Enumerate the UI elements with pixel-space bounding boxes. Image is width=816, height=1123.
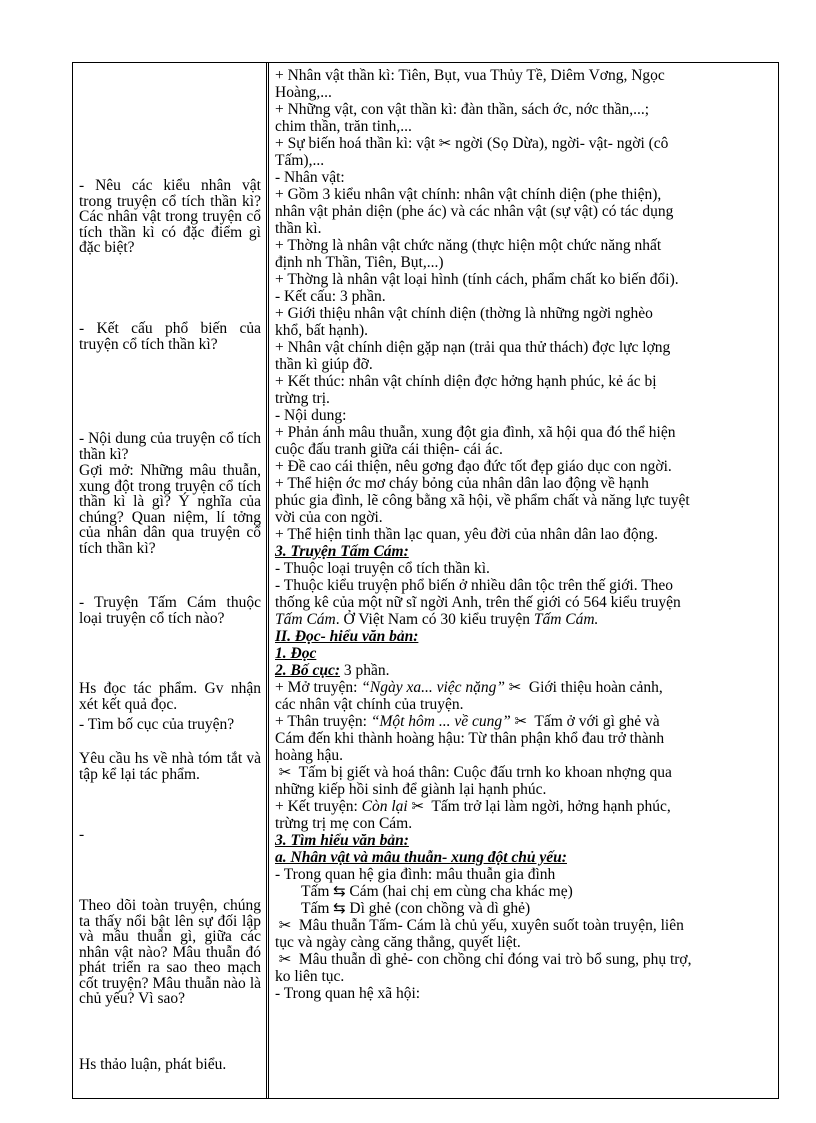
text-line: khổ, bất hạnh).: [275, 322, 368, 339]
text-span: Mâu thuẫn dì ghẻ- con chồng chỉ đóng vai trò bổ sung, phụ trợ,: [295, 951, 692, 968]
text-span: Tấm: [301, 900, 330, 917]
section-heading: a. Nhân vật và mâu thuẫn- xung đột chủ yếu:: [275, 849, 567, 866]
text-line: phúc gia đình, lẽ công bằng xã hội, về phẩm chất và năng lực tuyệt: [275, 492, 690, 509]
text-line: nhân vật phản diện (phe ác) và các nhân vật (sự vật) có tác dụng: [275, 203, 674, 220]
text-line: + Nhân vật thần kì: Tiên, Bụt, vua Thủy Tề, Diêm Vơng, Ngọc: [275, 67, 665, 84]
text-line: thần kì giúp đỡ.: [275, 356, 373, 373]
text-line: chim thần, trăn tinh,...: [275, 118, 412, 135]
reading-activity: Hs đọc tác phẩm. Gv nhận xét kết quả đọc.: [79, 680, 261, 713]
text-line: + Nhân vật chính diện gặp nạn (trải qua thử thách) đợc lực lợng: [275, 339, 671, 356]
text-span: + Sự biến hoá thần kì: vật: [275, 135, 436, 152]
scissors-icon: ✂: [278, 763, 292, 781]
scissors-icon: ✂: [508, 678, 522, 696]
text-line: [275, 135, 775, 152]
text-line: ko liên tục.: [275, 968, 345, 985]
section-heading: 1. Đọc: [275, 645, 317, 662]
text-line: - Trong quan hệ gia đình: mâu thuẫn gia đình: [275, 866, 556, 883]
text-line: vời của con ngời.: [275, 509, 383, 526]
scissors-icon: ✂: [278, 950, 292, 968]
student-discussion: Hs thảo luận, phát biểu.: [79, 1056, 227, 1073]
text-line: [275, 662, 775, 679]
text-span: Còn lại: [361, 798, 408, 815]
column-divider: [266, 63, 269, 1098]
text-span: . Ở Việt Nam có 30 kiểu truyện: [335, 611, 534, 628]
scissors-icon: ✂: [438, 134, 452, 152]
text-line: [275, 883, 775, 900]
text-span: + Kết truyện:: [275, 798, 362, 815]
question-content: - Nội dung của truyện cổ tích thần kì?: [79, 430, 261, 463]
question-structure: - Kết cấu phổ biến của truyện cổ tích thần kì?: [79, 320, 261, 353]
text-line: Hoàng,...: [275, 84, 332, 101]
question-tam-cam-type: - Truyện Tấm Cám thuộc loại truyện cổ tích nào?: [79, 594, 261, 627]
text-line: + Thờng là nhân vật chức năng (thực hiện một chức năng nhất: [275, 237, 662, 254]
text-line: - Thuộc loại truyện cổ tích thần kì.: [275, 560, 490, 577]
text-line: Tấm),...: [275, 152, 325, 169]
text-span: Tấm bị giết và hoá thân: Cuộc đấu trnh ko khoan nhợng qua: [295, 764, 672, 781]
text-line: [275, 917, 775, 934]
conflict-arrows-icon: ⇆: [333, 882, 346, 900]
suggestion-conflicts: Gợi mở: Những mâu thuẫn, xung đột trong truyện cổ tích thần kì là gì? Ý nghĩa của chúng? Quan niệm, lí tởng của nhân dân qua truyện cổ tích thần kì?: [79, 462, 261, 557]
question-character-types: - Nêu các kiểu nhân vật trong truyện cổ tích thần kì? Các nhân vật trong truyện cổ tích thần kì có đặc điểm gì đặc biệt?: [79, 177, 261, 256]
text-line: + Phản ánh mâu thuẫn, xung đột gia đình, xã hội qua đó thể hiện: [275, 424, 676, 441]
question-main-conflict: Theo dõi toàn truyện, chúng ta thấy nổi bật lên sự đối lập và mâu thuẫn gì, giữa các nhân vật nào? Mâu thuẫn đó phát triển ra sao theo mạch cốt truyện? Mâu thuẫn nào là chủ yếu? Vì sao?: [79, 897, 261, 1007]
section-heading: 3. Truyện Tấm Cám:: [275, 543, 409, 560]
text-line: hoàng hậu.: [275, 747, 344, 764]
text-line: - Kết cấu: 3 phần.: [275, 288, 386, 305]
text-span: “Một hôm ... về cung”: [370, 713, 511, 730]
text-line: tục và ngày càng căng thẳng, quyết liệt.: [275, 934, 521, 951]
scissors-icon: ✂: [514, 712, 528, 730]
text-line: những kiếp hồi sinh để giành lại hạnh phúc.: [275, 781, 547, 798]
text-line: định nh Thần, Tiên, Bụt,...): [275, 254, 444, 271]
text-line: + Thể hiện tinh thần lạc quan, yêu đời của nhân dân lao động.: [275, 526, 658, 543]
text-span: ngời (Sọ Dừa), ngời- vật- ngời (cô: [455, 135, 669, 152]
text-line: [275, 900, 775, 917]
text-line: [275, 679, 775, 696]
text-line: thống kê của một nữ sĩ ngời Anh, trên thế giới có 564 kiểu truyện: [275, 594, 681, 611]
text-line: - Trong quan hệ xã hội:: [275, 985, 421, 1002]
scissors-icon: ✂: [411, 797, 425, 815]
text-span: Tấm Cám.: [533, 611, 599, 628]
section-heading: II. Đọc- hiểu văn bản:: [275, 628, 419, 645]
text-line: + Kết thúc: nhân vật chính diện đợc hởng hạnh phúc, kẻ ác bị: [275, 373, 657, 390]
text-line: + Gồm 3 kiểu nhân vật chính: nhân vật chính diện (phe thiện),: [275, 186, 662, 203]
text-line: - Thuộc kiểu truyện phổ biến ở nhiều dân tộc trên thế giới. Theo: [275, 577, 674, 594]
text-span: Tấm: [301, 883, 330, 900]
text-span: Tấm trở lại làm ngời, hởng hạnh phúc,: [427, 798, 671, 815]
text-line: [275, 951, 775, 968]
text-line: trừng trị mẹ con Cám.: [275, 815, 413, 832]
text-span: + Mở truyện:: [275, 679, 362, 696]
scissors-icon: ✂: [278, 916, 292, 934]
content-column: [275, 67, 775, 1002]
text-span: + Thân truyện:: [275, 713, 371, 730]
text-span: “Ngày xa... việc nặng”: [361, 679, 506, 696]
text-span: Dì ghẻ (con chồng và dì ghẻ): [349, 900, 531, 917]
text-line: - Nhân vật:: [275, 169, 345, 186]
text-line: + Giới thiệu nhân vật chính diện (thờng là những ngời nghèo: [275, 305, 653, 322]
homework: Yêu cầu hs về nhà tóm tắt và tập kể lại tác phẩm.: [79, 750, 261, 783]
text-line: thần kì.: [275, 220, 322, 237]
text-span: Giới thiệu hoàn cảnh,: [525, 679, 663, 696]
lesson-table: [72, 62, 779, 1099]
text-span: 2. Bố cục:: [275, 662, 341, 679]
text-line: [275, 611, 775, 628]
text-line: cuộc đấu tranh giữa cái thiện- cái ác.: [275, 441, 503, 458]
text-line: + Thể hiện ớc mơ cháy bỏng của nhân dân lao động về hạnh: [275, 475, 649, 492]
text-span: 3 phần.: [340, 662, 390, 679]
text-line: các nhân vật chính của truyện.: [275, 696, 464, 713]
text-span: Tấm Cám: [275, 611, 336, 628]
text-span: Tấm ở với gì ghẻ và: [530, 713, 660, 730]
question-layout: - Tìm bố cục của truyện?: [79, 716, 235, 733]
text-line: [275, 764, 775, 781]
text-line: [275, 798, 775, 815]
text-line: + Những vật, con vật thần kì: đàn thần, sách ớc, nớc thần,...;: [275, 101, 650, 118]
section-heading: 3. Tìm hiểu văn bản:: [275, 832, 409, 849]
text-line: [275, 713, 775, 730]
text-line: + Đề cao cái thiện, nêu gơng đạo đức tốt đẹp giáo dục con ngời.: [275, 458, 672, 475]
text-line: trừng trị.: [275, 390, 330, 407]
text-span: Mâu thuẫn Tấm- Cám là chủ yếu, xuyên suốt toàn truyện, liên: [295, 917, 684, 934]
text-line: - Nội dung:: [275, 407, 347, 424]
text-line: + Thờng là nhân vật loại hình (tính cách, phẩm chất ko biến đổi).: [275, 271, 679, 288]
conflict-arrows-icon: ⇆: [333, 899, 346, 917]
text-line: Cám đến khi thành hoàng hậu: Từ thân phận khổ đau trở thành: [275, 730, 665, 747]
dash-item: -: [79, 826, 85, 843]
text-span: Cám (hai chị em cùng cha khác mẹ): [349, 883, 573, 900]
